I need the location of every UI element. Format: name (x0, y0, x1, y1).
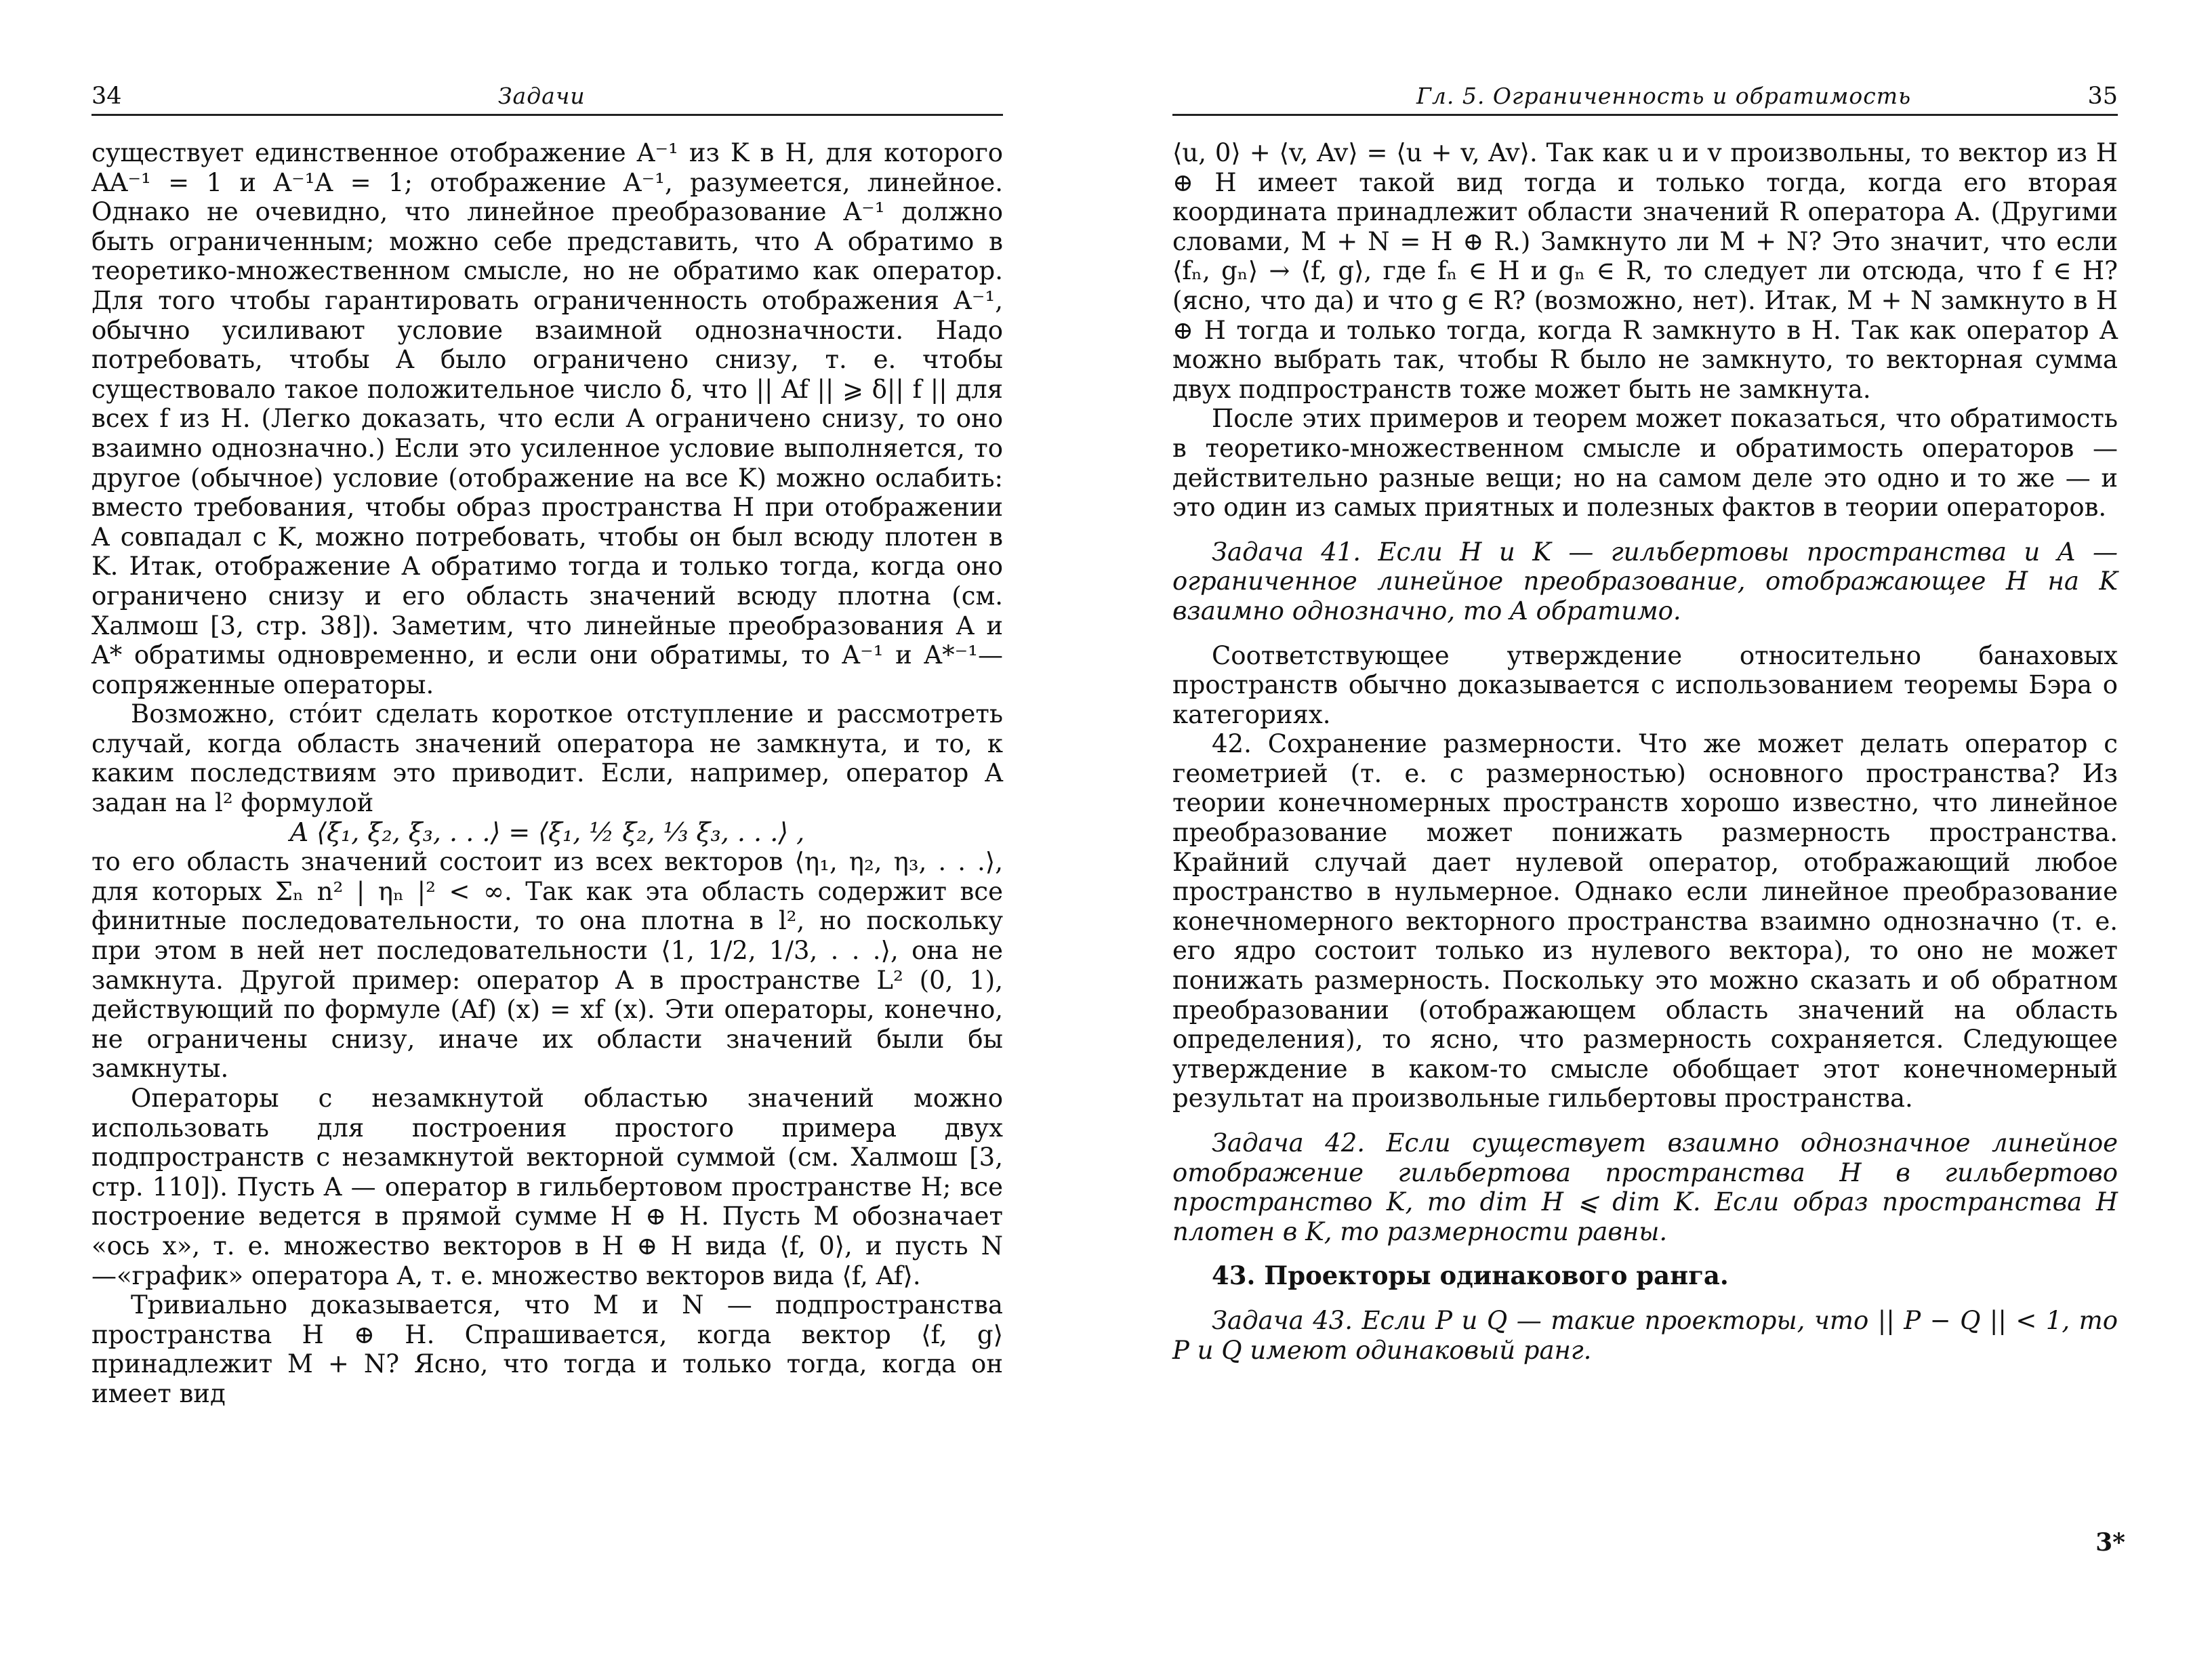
right-page-number: 35 (2087, 83, 2118, 110)
paragraph: ⟨u, 0⟩ + ⟨v, Av⟩ = ⟨u + v, Av⟩. Так как u и v произвольны, то вектор из H ⊕ H имеет такой вид тогда и только тогда, когда его вторая координата принадлежит области значений R оператора A. (Другими словами, M + N = H ⊕ R.) Замкнуто ли M + N? Это значит, что если ⟨fₙ, gₙ⟩ → ⟨f, g⟩, где fₙ ∈ H и gₙ ∈ R, то следует ли отсюда, что f ∈ H? (ясно, что да) и что g ∈ R? (возможно, нет). Итак, M + N замкнуто в H ⊕ H тогда и только тогда, когда R замкнуто в H. Так как оператор A можно выбрать так, чтобы R было не замкнуто, то векторная сумма двух подпространств тоже может быть не замкнута. (1172, 138, 2118, 404)
paragraph: существует единственное отображение A⁻¹ из K в H, для которого AA⁻¹ = 1 и A⁻¹A = 1; отображение A⁻¹, разумеется, линейное. Однако не очевидно, что линейное преобразование A⁻¹ должно быть ограниченным; можно себе представить, что A обратимо в теоретико-множественном смысле, но не обратимо как оператор. Для того чтобы гарантировать ограниченность отображения A⁻¹, обычно усиливают условие взаимной однозначности. Надо потребовать, чтобы A было ограничено снизу, т. е. чтобы существовало такое положительное число δ, что || Af || ⩾ δ|| f || для всех f из H. (Легко доказать, что если A ограничено снизу, то оно взаимно однозначно.) Если это усиленное условие выполняется, то другое (обычное) условие (отображение на все K) можно ослабить: вместо требования, чтобы образ пространства H при отображении A совпадал с K, можно потребовать, чтобы он был всюду плотен в K. Итак, отображение A обратимо тогда и только тогда, когда оно ограничено снизу и его область значений всюду плотна (см. Халмош [3, стр. 38]). Заметим, что линейные преобразования A и A* обратимы одновременно, и если они обратимы, то A⁻¹ и A*⁻¹— сопряженные операторы. (91, 138, 1003, 699)
right-page (1106, 0, 2212, 1678)
left-text (91, 138, 1003, 1409)
paragraph: Соответствующее утверждение относительно банаховых пространств обычно доказывается с использованием теоремы Бэра о категориях. (1172, 640, 2118, 729)
paragraph: Возможно, стóит сделать короткое отступление и рассмотреть случай, когда область значений оператора не замкнута, и то, к каким последствиям это приводит. Если, например, оператор A задан на l² формулой (91, 699, 1003, 818)
right-header (1172, 83, 2118, 118)
formula: A ⟨ξ₁, ξ₂, ξ₃, . . .⟩ = ⟨ξ₁, ½ ξ₂, ⅓ ξ₃, . . .⟩ , (289, 817, 805, 847)
left-running-title: Задачи (498, 83, 586, 109)
problem-43: Задача 43. Если P и Q — такие проекторы, что || P − Q || < 1, то P и Q имеют одинаковый ранг. (1172, 1305, 2118, 1365)
paragraph: После этих примеров и теорем может показаться, что обратимость в теоретико-множественном смысле и обратимость операторов — действительно разные вещи; но на самом деле это одно и то же — и это один из самых приятных и полезных фактов в теории операторов. (1172, 404, 2118, 523)
problem-41: Задача 41. Если H и K — гильбертовы пространства и A — ограниченное линейное преобразование, отображающее H на K взаимно однозначно, то A обратимо. (1172, 537, 2118, 626)
problem-42: Задача 42. Если существует взаимно однозначное линейное отображение гильбертова пространства H в гильбертово пространство K, то dim H ⩽ dim K. Если образ пространства H плотен в K, то размерности равны. (1172, 1128, 2118, 1246)
right-header-rule (1172, 114, 2118, 116)
signature-mark: 3* (2095, 1528, 2125, 1557)
paragraph: Тривиально доказывается, что M и N — подпространства пространства H ⊕ H. Спрашивается, когда вектор ⟨f, g⟩ принадлежит M + N? Ясно, что тогда и только тогда, когда он имеет вид (91, 1290, 1003, 1408)
right-text (1172, 138, 2118, 1365)
section-42: 42. Сохранение размерности. Что же может делать оператор с геометрией (т. е. с размерностью) основного пространства? Из теории конечномерных пространств хорошо известно, что линейное преобразование может понижать размерность пространства. Крайний случай дает нулевой оператор, отображающий любое пространство в нульмерное. Однако если линейное преобразование конечномерного векторного пространства взаимно однозначно (т. е. его ядро состоит только из нулевого вектора), то оно не может понижать размерность. Поскольку это можно сказать и об обратном преобразовании (отображающем область значений на область определения), то ясно, что размерность сохраняется. Следующее утверждение в каком-то смысле обобщает этот конечномерный результат на произвольные гильбертовы пространства. (1172, 729, 2118, 1113)
paragraph: то его область значений состоит из всех векторов ⟨η₁, η₂, η₃, . . .⟩, для которых Σₙ n² | ηₙ |² < ∞. Так как эта область содержит все финитные последовательности, то она плотна в l², но поскольку при этом в ней нет последовательности ⟨1, 1/2, 1/3, . . .⟩, она не замкнута. Другой пример: оператор A в пространстве L² (0, 1), действующий по формуле (Af) (x) = xf (x). Эти операторы, конечно, не ограничены снизу, иначе их области значений были бы замкнуты. (91, 847, 1003, 1084)
section-43-heading: 43. Проекторы одинакового ранга. (1212, 1261, 1729, 1291)
left-header (91, 83, 1003, 118)
paragraph: Операторы с незамкнутой областью значений можно использовать для построения простого примера двух подпространств с незамкнутой векторной суммой (см. Халмош [3, стр. 110]). Пусть A — оператор в гильбертовом пространстве H; все построение ведется в прямой сумме H ⊕ H. Пусть M обозначает «ось x», т. е. множество векторов в H ⊕ H вида ⟨f, 0⟩, и пусть N —«график» оператора A, т. е. множество векторов вида ⟨f, Af⟩. (91, 1084, 1003, 1290)
left-header-rule (91, 114, 1003, 116)
right-running-title: Гл. 5. Ограниченность и обратимость (1416, 83, 1912, 109)
left-page-number: 34 (91, 83, 122, 110)
